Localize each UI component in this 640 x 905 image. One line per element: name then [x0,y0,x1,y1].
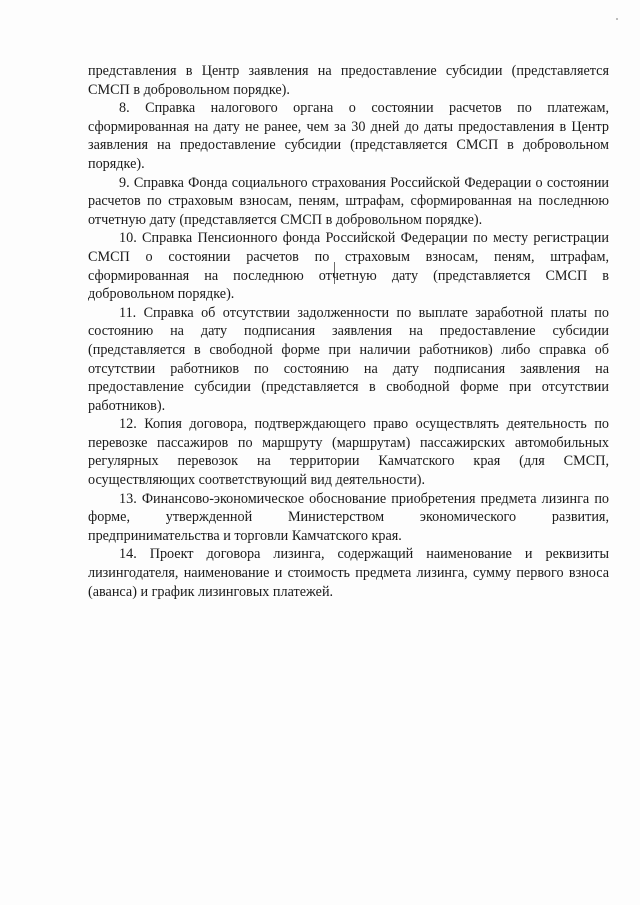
paragraph-item-8: 8. Справка налогового органа о состоянии расчетов по платежам, сформированная на дату не ранее, чем за 30 дней до даты предоставления в Центр заявления на предоставление субсидии (представляется СМСП в добровольном порядке). [88,100,609,172]
scan-artifact [616,18,618,20]
paragraph-item-10: 10. Справка Пенсионного фонда Российской Федерации по месту регистрации СМСП о состоянии расчетов по страховым взносам, пеням, штрафам, сформированная на последнюю отчетную дату (представляется СМСП в добровольном порядке). [88,230,609,303]
paragraph-continuation: представления в Центр заявления на предоставление субсидии (представляется СМСП в добровольном порядке). [88,63,609,98]
paragraph-item-13: 13. Финансово-экономическое обоснование приобретения предмета лизинга по форме, утвержденной Министерством экономического развития, предпринимательства и торговли Камчатского края. [88,490,609,544]
paragraph-item-11: 11. Справка об отсутствии задолженности по выплате заработной платы по состоянию на дату подписания заявления на предоставление субсидии (представляется в свободной форме при наличии работников) либо справка об отсутствии работников по состоянию на дату подписания заявления на предоставление субсидии (представляется в свободной форме при отсутствии работников). [88,304,609,414]
paragraph-item-9: 9. Справка Фонда социального страхования Российской Федерации о состоянии расчетов по страховым взносам, пеням, штрафам, сформированная на последнюю отчетную дату (представляется СМСП в добровольном порядке). [88,174,609,228]
paragraph-item-14: 14. Проект договора лизинга, содержащий наименование и реквизиты лизингодателя, наименование и стоимость предмета лизинга, сумму первого взноса (аванса) и график лизинговых платежей. [88,546,609,600]
paragraph-item-12: 12. Копия договора, подтверждающего право осуществлять деятельность по перевозке пассажиров по маршруту (маршрутам) пассажирских автомобильных регулярных перевозок на территории Камчатского края (для СМСП, осуществляющих соответствующий вид деятельности). [88,416,609,489]
document-body [88,62,609,601]
